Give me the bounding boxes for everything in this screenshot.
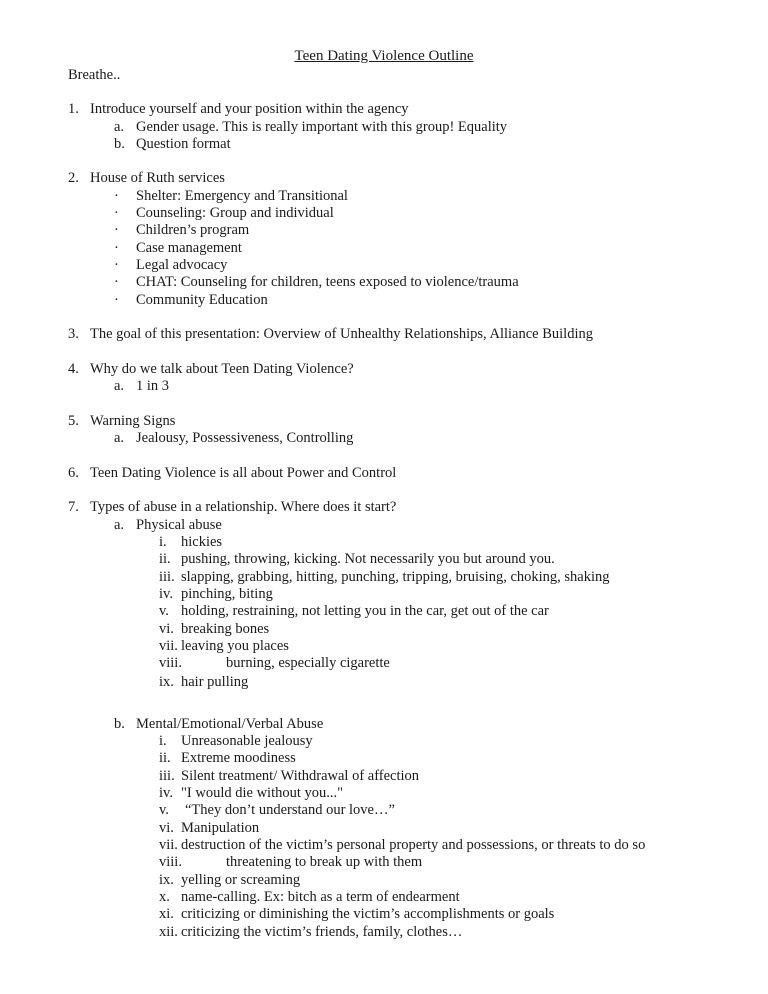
roman-marker: iii. [159,768,175,784]
roman-marker: i. [159,534,167,550]
list-item: Extreme moodiness [181,750,296,766]
list-item: criticizing the victim’s friends, family, clothes… [181,924,463,940]
list-item: pinching, biting [181,586,273,602]
roman-marker: xii. [159,924,178,940]
bullet-marker: · [114,240,119,256]
list-item: "I would die without you..." [181,785,344,801]
bullet-marker: · [114,274,119,290]
bullet-item: CHAT: Counseling for children, teens exposed to violence/trauma [136,274,519,290]
bullet-item: Legal advocacy [136,257,228,273]
sub-item: Question format [136,136,231,152]
bullet-marker: · [114,292,119,308]
list-item: “They don’t understand our love…” [185,802,395,818]
sub-item: 1 in 3 [136,378,170,394]
bullet-marker: · [114,205,119,221]
list-item: pushing, throwing, kicking. Not necessarily you but around you. [181,551,555,567]
section-heading: The goal of this presentation: Overview of Unhealthy Relationships, Alliance Building [90,326,593,342]
roman-marker: vi. [159,621,174,637]
section-heading: Introduce yourself and your position within the agency [90,101,409,117]
list-item: burning, especially cigarette [226,655,390,671]
sub-marker: a. [114,517,125,533]
roman-marker: ix. [159,872,174,888]
roman-marker: ix. [159,674,174,690]
sub-marker: a. [114,378,125,394]
roman-marker: iii. [159,569,175,585]
sub-marker: b. [114,136,125,152]
list-item: criticizing or diminishing the victim’s accomplishments or goals [181,906,555,922]
roman-marker: i. [159,733,167,749]
section-heading: Warning Signs [90,413,176,429]
list-item: Unreasonable jealousy [181,733,313,749]
section-number: 5. [68,413,79,429]
roman-marker: viii. [159,655,182,671]
list-item: slapping, grabbing, hitting, punching, tripping, bruising, choking, shaking [181,569,610,585]
list-item: hickies [181,534,223,550]
section-number: 2. [68,170,79,186]
page-title: Teen Dating Violence Outline [294,48,474,64]
section-heading: Why do we talk about Teen Dating Violence? [90,361,354,377]
section-heading: Types of abuse in a relationship. Where does it start? [90,499,397,515]
roman-marker: x. [159,889,170,905]
sub-item: Jealousy, Possessiveness, Controlling [136,430,354,446]
list-item: name-calling. Ex: bitch as a term of endearment [181,889,460,905]
roman-marker: v. [159,802,169,818]
roman-marker: vii. [159,837,178,853]
roman-marker: vi. [159,820,174,836]
section-number: 4. [68,361,79,377]
roman-marker: iv. [159,785,173,801]
list-item: Manipulation [181,820,260,836]
roman-marker: iv. [159,586,173,602]
list-item: holding, restraining, not letting you in the car, get out of the car [181,603,549,619]
list-item: leaving you places [181,638,289,654]
section-heading: House of Ruth services [90,170,225,186]
list-item: threatening to break up with them [226,854,423,870]
section-number: 1. [68,101,79,117]
section-heading: Teen Dating Violence is all about Power and Control [90,465,397,481]
roman-marker: ii. [159,750,171,766]
roman-marker: ii. [159,551,171,567]
section-number: 6. [68,465,79,481]
list-item: hair pulling [181,674,249,690]
bullet-marker: · [114,188,119,204]
sub-marker: a. [114,119,125,135]
bullet-item: Counseling: Group and individual [136,205,334,221]
sub-item: Gender usage. This is really important with this group! Equality [136,119,508,135]
list-item: Silent treatment/ Withdrawal of affection [181,768,420,784]
bullet-item: Community Education [136,292,268,308]
roman-marker: v. [159,603,169,619]
list-item: yelling or screaming [181,872,301,888]
roman-marker: viii. [159,854,182,870]
bullet-item: Children’s program [136,222,250,238]
section-number: 7. [68,499,79,515]
sub-heading-physical: Physical abuse [136,517,222,533]
section-number: 3. [68,326,79,342]
list-item: destruction of the victim’s personal property and possessions, or threats to do so [181,837,646,853]
roman-marker: xi. [159,906,174,922]
sub-marker: a. [114,430,125,446]
bullet-item: Shelter: Emergency and Transitional [136,188,348,204]
intro-note: Breathe.. [68,67,121,83]
bullet-marker: · [114,257,119,273]
sub-marker: b. [114,716,125,732]
roman-marker: vii. [159,638,178,654]
bullet-item: Case management [136,240,242,256]
list-item: breaking bones [181,621,270,637]
sub-heading-mental: Mental/Emotional/Verbal Abuse [136,716,324,732]
bullet-marker: · [114,222,119,238]
